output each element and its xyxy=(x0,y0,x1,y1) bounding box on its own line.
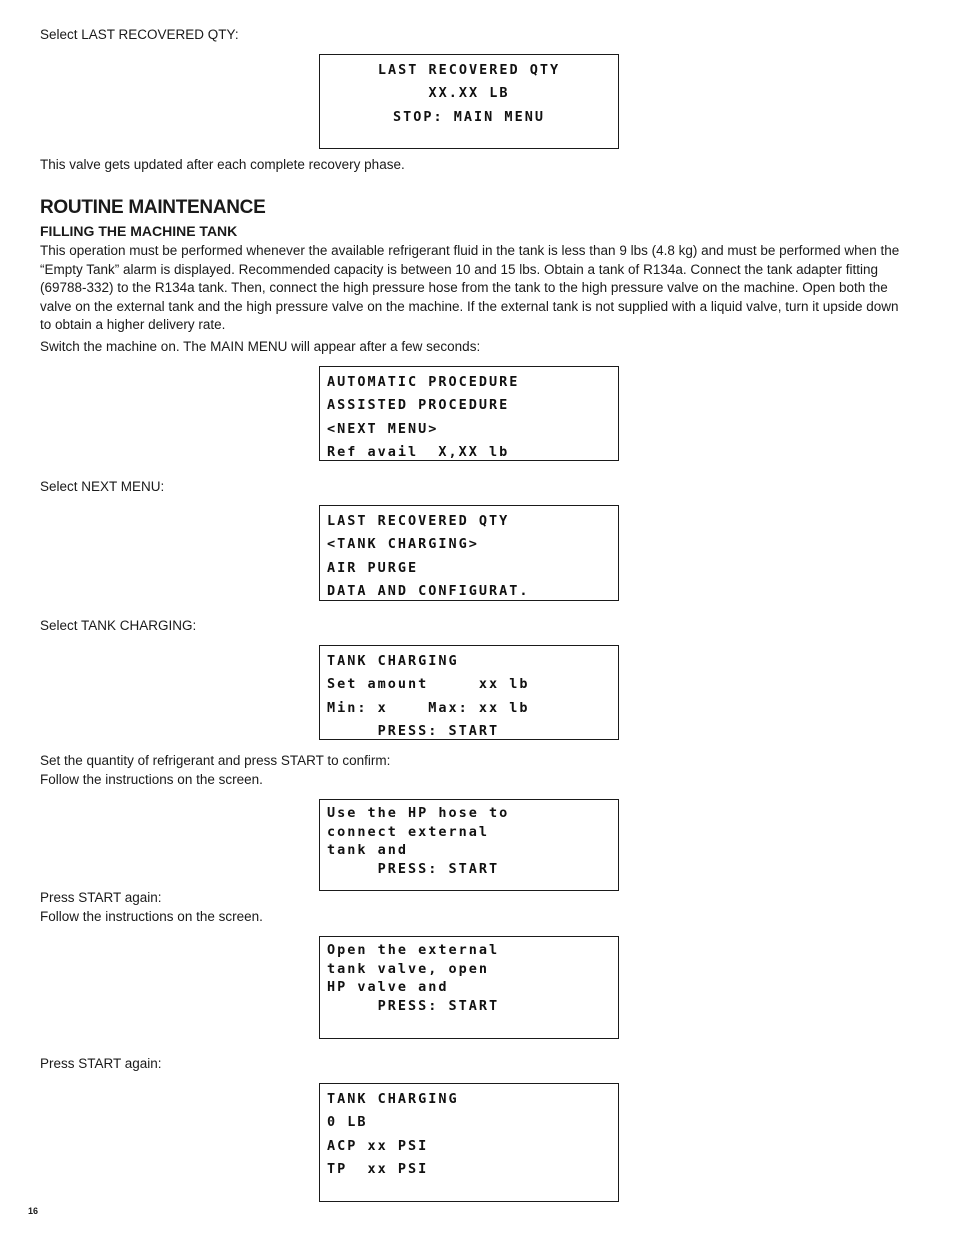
lcd-line: <NEXT MENU> xyxy=(327,420,439,437)
lcd-line: LAST RECOVERED QTY xyxy=(327,513,510,529)
lcd-line: Ref avail X,XX lb xyxy=(327,444,510,461)
instruction-press-start: Press START again: xyxy=(40,1056,162,1071)
procedure-paragraph: This operation must be performed whenever the available refrigerant fluid in the tank is less than 9 lbs (4.8 kg) and must be performed when the “Empty Tank” alarm is displayed. Recommended capacity is between 10 and 15 lbs. Obtain a tank of R134a. Connect the tank adapter fitting (69788-332) to the R134a tank. Then, connect the high pressure hose from the tank to the high pressure valve on the machine. Open both the valve on the external tank and the high pressure valve on the machine. If the external tank is not supplied with a liquid valve, turn it upside down to obtain a higher delivery rate. xyxy=(40,243,900,333)
lcd-line: tank and xyxy=(327,842,409,859)
lcd-line: Set amount xx lb xyxy=(327,676,530,693)
instruction-select-next-menu: Select NEXT MENU: xyxy=(40,479,165,494)
instruction-follow-screen: Follow the instructions on the screen. xyxy=(40,772,263,787)
lcd-line: PRESS: START xyxy=(327,723,500,740)
lcd-line: TANK CHARGING xyxy=(327,653,459,669)
lcd-line: STOP: MAIN MENU xyxy=(393,108,545,125)
lcd-line: TANK CHARGING xyxy=(327,1091,459,1107)
lcd-line: AIR PURGE xyxy=(327,559,419,576)
lcd-display-main-menu xyxy=(319,366,619,461)
instruction-set-quantity: Set the quantity of refrigerant and press START to confirm: xyxy=(40,753,391,768)
lcd-line: ASSISTED PROCEDURE xyxy=(327,397,510,414)
lcd-line: TP xx PSI xyxy=(327,1161,429,1178)
instruction-press-start: Press START again: xyxy=(40,890,162,905)
lcd-display-last-recovered xyxy=(319,54,619,149)
lcd-display-next-menu xyxy=(319,505,619,601)
instruction-select-tank-charging: Select TANK CHARGING: xyxy=(40,618,197,633)
lcd-display-tank-charging-set xyxy=(319,645,619,740)
lcd-line: ACP xx PSI xyxy=(327,1137,429,1154)
lcd-line: AUTOMATIC PROCEDURE xyxy=(327,374,520,390)
lcd-line: LAST RECOVERED QTY xyxy=(377,62,561,78)
lcd-line: Min: x Max: xx lb xyxy=(327,699,530,716)
instruction-switch-on: Switch the machine on. The MAIN MENU will appear after a few seconds: xyxy=(40,339,481,354)
lcd-line: DATA AND CONFIGURAT. xyxy=(327,583,530,600)
lcd-line: 0 LB xyxy=(327,1114,368,1131)
section-subtitle: FILLING THE MACHINE TANK xyxy=(40,223,238,239)
page-number: 16 xyxy=(28,1206,39,1216)
lcd-display-use-hp-hose xyxy=(319,799,619,891)
lcd-line: connect external xyxy=(327,823,490,840)
instruction-follow-screen: Follow the instructions on the screen. xyxy=(40,909,263,924)
instruction-select-last-recovered: Select LAST RECOVERED QTY: xyxy=(40,27,239,42)
lcd-line: Use the HP hose to xyxy=(327,805,510,821)
lcd-display-tank-charging-status xyxy=(319,1083,619,1202)
section-title: ROUTINE MAINTENANCE xyxy=(40,197,266,218)
lcd-line: XX.XX LB xyxy=(428,85,510,102)
lcd-line: <TANK CHARGING> xyxy=(327,536,479,553)
lcd-display-open-valve xyxy=(319,936,619,1039)
lcd-line: Open the external xyxy=(327,942,500,958)
lcd-line: PRESS: START xyxy=(327,997,500,1014)
lcd-line: PRESS: START xyxy=(327,860,500,877)
lcd-line: HP valve and xyxy=(327,979,449,996)
lcd-line: tank valve, open xyxy=(327,960,490,977)
valve-update-note: This valve gets updated after each complete recovery phase. xyxy=(40,157,405,172)
